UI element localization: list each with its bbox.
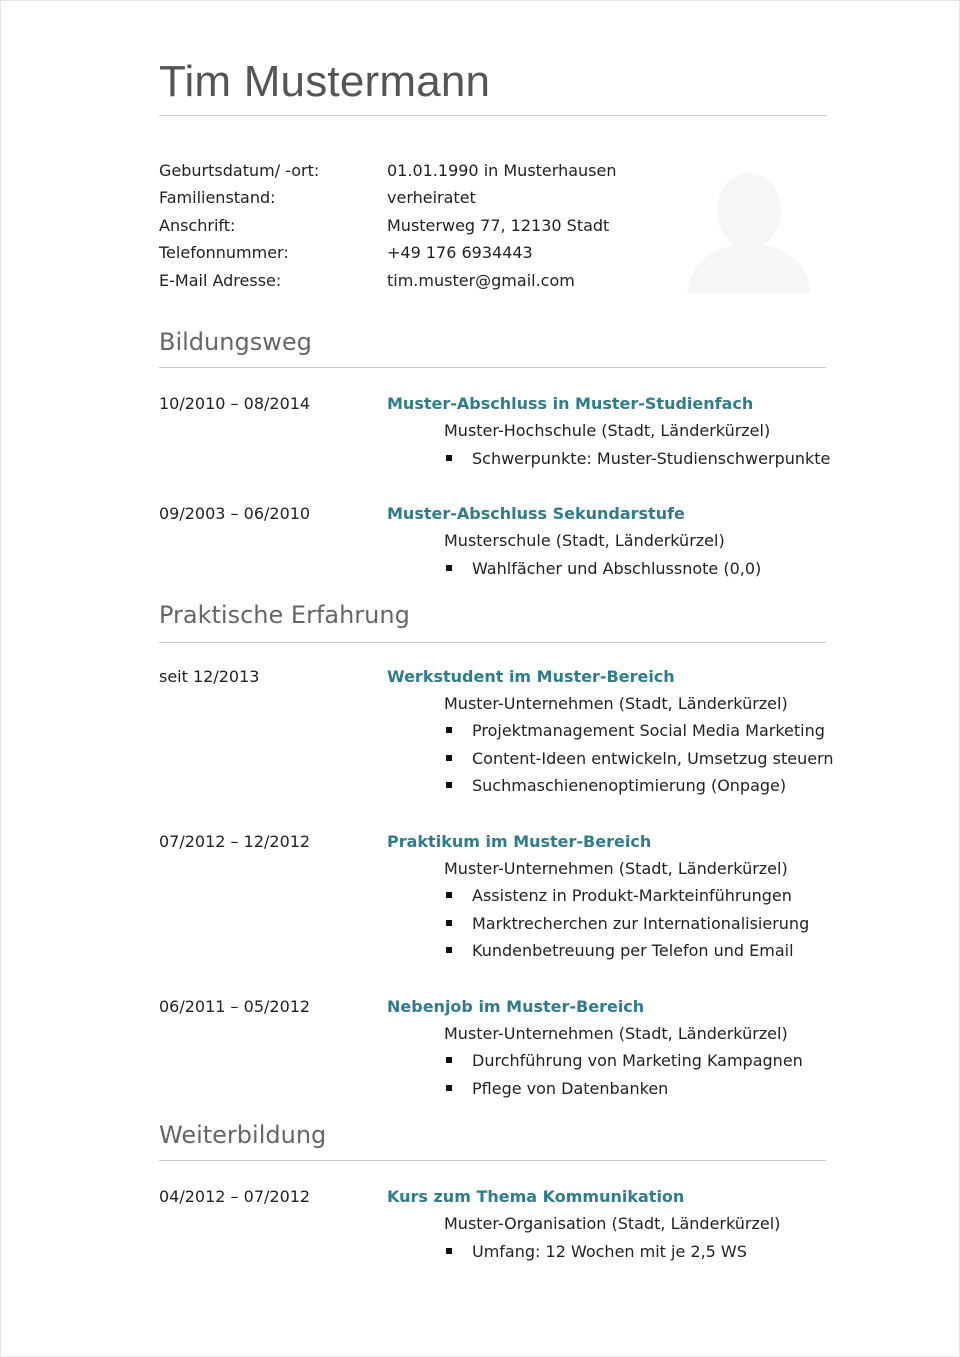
title-divider bbox=[159, 115, 826, 116]
personal-value: +49 176 6934443 bbox=[387, 243, 533, 262]
section-title-education: Bildungsweg bbox=[159, 328, 312, 356]
personal-label: Anschrift: bbox=[159, 216, 236, 235]
entry-date: 04/2012 – 07/2012 bbox=[159, 1187, 311, 1206]
entry-title: Praktikum im Muster-Bereich bbox=[387, 832, 652, 851]
entry-organization: Musterschule (Stadt, Länderkürzel) bbox=[444, 531, 725, 550]
list-item-text: Pflege von Datenbanken bbox=[472, 1079, 669, 1098]
entry-title: Muster-Abschluss in Muster-Studienfach bbox=[387, 394, 754, 413]
list-item-text: Schwerpunkte: Muster-Studienschwerpunkte bbox=[472, 449, 831, 468]
list-item-text: Projektmanagement Social Media Marketing bbox=[472, 721, 825, 740]
square-bullet-icon bbox=[446, 947, 452, 953]
list-item-text: Content-Ideen entwickeln, Umsetzug steuern bbox=[472, 749, 834, 768]
entry-date: 07/2012 – 12/2012 bbox=[159, 832, 311, 851]
square-bullet-icon bbox=[446, 892, 452, 898]
entry-title: Kurs zum Thema Kommunikation bbox=[387, 1187, 685, 1206]
square-bullet-icon bbox=[446, 755, 452, 761]
personal-label: E-Mail Adresse: bbox=[159, 271, 282, 290]
list-item-text: Marktrecherchen zur Internationalisierung bbox=[472, 914, 810, 933]
personal-value: 01.01.1990 in Musterhausen bbox=[387, 161, 617, 180]
list-item-text: Durchführung von Marketing Kampagnen bbox=[472, 1051, 803, 1070]
section-divider bbox=[159, 367, 826, 368]
entry-title: Werkstudent im Muster-Bereich bbox=[387, 667, 675, 686]
list-item-text: Kundenbetreuung per Telefon und Email bbox=[472, 941, 794, 960]
square-bullet-icon bbox=[446, 920, 452, 926]
section-title-experience: Praktische Erfahrung bbox=[159, 601, 410, 629]
entry-date: seit 12/2013 bbox=[159, 667, 260, 686]
list-item-text: Umfang: 12 Wochen mit je 2,5 WS bbox=[472, 1242, 747, 1261]
square-bullet-icon bbox=[446, 565, 452, 571]
entry-organization: Muster-Hochschule (Stadt, Länderkürzel) bbox=[444, 421, 771, 440]
personal-label: Telefonnummer: bbox=[159, 243, 289, 262]
list-item-text: Assistenz in Produkt-Markteinführungen bbox=[472, 886, 792, 905]
list-item-text: Suchmaschienenoptimierung (Onpage) bbox=[472, 776, 787, 795]
entry-date: 09/2003 – 06/2010 bbox=[159, 504, 311, 523]
entry-date: 10/2010 – 08/2014 bbox=[159, 394, 311, 413]
square-bullet-icon bbox=[446, 1085, 452, 1091]
personal-value: Musterweg 77, 12130 Stadt bbox=[387, 216, 610, 235]
personal-value: verheiratet bbox=[387, 188, 476, 207]
section-divider bbox=[159, 1160, 826, 1161]
square-bullet-icon bbox=[446, 455, 452, 461]
entry-organization: Muster-Unternehmen (Stadt, Länderkürzel) bbox=[444, 859, 788, 878]
entry-organization: Muster-Organisation (Stadt, Länderkürzel) bbox=[444, 1214, 781, 1233]
personal-value: tim.muster@gmail.com bbox=[387, 271, 575, 290]
square-bullet-icon bbox=[446, 1248, 452, 1254]
person-silhouette-icon bbox=[683, 171, 815, 293]
square-bullet-icon bbox=[446, 727, 452, 733]
section-title-further-training: Weiterbildung bbox=[159, 1121, 327, 1149]
entry-date: 06/2011 – 05/2012 bbox=[159, 997, 311, 1016]
cv-name: Tim Mustermann bbox=[159, 57, 491, 106]
entry-title: Muster-Abschluss Sekundarstufe bbox=[387, 504, 685, 523]
entry-organization: Muster-Unternehmen (Stadt, Länderkürzel) bbox=[444, 1024, 788, 1043]
personal-label: Geburtsdatum/ -ort: bbox=[159, 161, 320, 180]
entry-title: Nebenjob im Muster-Bereich bbox=[387, 997, 645, 1016]
section-divider bbox=[159, 642, 826, 643]
square-bullet-icon bbox=[446, 782, 452, 788]
entry-organization: Muster-Unternehmen (Stadt, Länderkürzel) bbox=[444, 694, 788, 713]
personal-label: Familienstand: bbox=[159, 188, 276, 207]
square-bullet-icon bbox=[446, 1057, 452, 1063]
list-item-text: Wahlfächer und Abschlussnote (0,0) bbox=[472, 559, 762, 578]
